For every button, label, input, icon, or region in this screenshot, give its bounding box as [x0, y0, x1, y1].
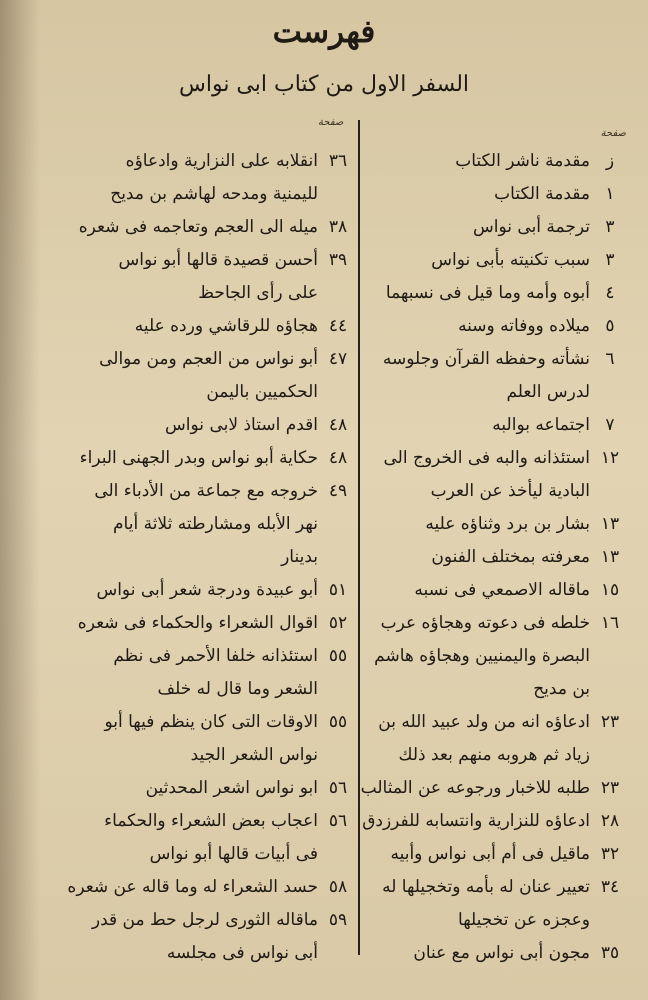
toc-entry-title: ميله الى العجم وتعاجمه فى شعره	[78, 217, 318, 237]
toc-entry	[330, 805, 630, 838]
toc-entry-title: بشار بن برد وثناؤه عليه	[425, 514, 590, 534]
toc-page-number: ١٣	[600, 547, 620, 567]
toc-page-number: ٢٣	[600, 712, 620, 732]
page-column-label-right: صفحة	[600, 128, 626, 139]
page-title: فهرست	[272, 14, 376, 50]
toc-page-number: ٤٧	[328, 349, 348, 369]
toc-entry	[58, 310, 358, 343]
toc-page-number: ٤٤	[328, 316, 348, 336]
toc-entry-title: ادعاؤه انه من ولد عبيد الله بن زياد ثم هروبه منهم بعد ذلك	[378, 712, 590, 765]
toc-entry	[58, 607, 358, 640]
toc-page-number: ٣٦	[328, 151, 348, 171]
toc-entry	[330, 607, 630, 706]
toc-entry-title: ابو نواس اشعر المحدثين	[145, 778, 318, 798]
toc-page-number: ٤٨	[328, 448, 348, 468]
toc-entry	[58, 409, 358, 442]
toc-entry	[58, 145, 358, 211]
toc-entry-title: اقوال الشعراء والحكماء فى شعره	[77, 613, 318, 633]
toc-entry	[330, 244, 630, 277]
toc-page-number: ٤٩	[328, 481, 348, 501]
toc-entry	[330, 310, 630, 343]
page-edge-shadow	[0, 0, 40, 1000]
toc-page-number: ٥٦	[328, 778, 348, 798]
toc-page-number: ١	[605, 184, 615, 204]
toc-entry	[330, 706, 630, 772]
toc-entry-title: حكاية أبو نواس وبدر الجهنى البراء	[79, 448, 318, 468]
toc-entry	[330, 541, 630, 574]
toc-page-number: ٣٤	[600, 877, 620, 897]
toc-page-number: ز	[605, 151, 615, 171]
toc-page-number: ٣٢	[600, 844, 620, 864]
toc-page-number: ٥	[605, 316, 615, 336]
toc-entry-title: الاوقات التى كان ينظم فيها أبو نواس الشعر الجيد	[104, 712, 318, 765]
toc-entry-title: تعيير عنان له بأمه وتخجيلها له وعجزه عن تخجيلها	[382, 877, 590, 930]
toc-page-number: ٥٥	[328, 712, 348, 732]
toc-page-number: ١٥	[600, 580, 620, 600]
toc-entry	[58, 772, 358, 805]
toc-entry	[58, 442, 358, 475]
toc-entry-title: أبوه وأمه وما قيل فى نسبهما	[385, 283, 590, 303]
toc-entry	[58, 475, 358, 574]
toc-entry	[330, 145, 630, 178]
toc-entry	[330, 178, 630, 211]
toc-entry-title: ماقاله الاصمعي فى نسبه	[414, 580, 590, 600]
toc-entry	[58, 871, 358, 904]
toc-entry	[330, 409, 630, 442]
toc-entry-title: اعجاب بعض الشعراء والحكماء فى أبيات قالها أبو نواس	[104, 811, 318, 864]
toc-entry-title: ميلاده ووفاته وسنه	[458, 316, 590, 336]
toc-entry	[58, 904, 358, 970]
toc-page-number: ٣	[605, 217, 615, 237]
toc-page-number: ٣٥	[600, 943, 620, 963]
toc-entry-title: ادعاؤه للنزارية وانتسابه للفرزدق	[362, 811, 590, 831]
toc-entry-title: سبب تكنيته بأبى نواس	[431, 250, 590, 270]
toc-page-number: ٥١	[328, 580, 348, 600]
toc-page-number: ٦	[605, 349, 615, 369]
toc-page-number: ٥٥	[328, 646, 348, 666]
toc-page-number: ٤٨	[328, 415, 348, 435]
toc-entry-title: اجتماعه بوالبه	[492, 415, 590, 435]
toc-entry	[58, 805, 358, 871]
toc-page-number: ٣٩	[328, 250, 348, 270]
toc-page-number: ١٣	[600, 514, 620, 534]
toc-entry-title: استئذانه والبه فى الخروج الى البادية ليأخذ عن العرب	[383, 448, 590, 501]
toc-entry-title: ترجمة أبى نواس	[473, 217, 590, 237]
toc-entry-title: خلطه فى دعوته وهجاؤه عرب البصرة واليمنيين وهجاؤه هاشم بن مديح	[374, 613, 590, 699]
toc-entry-title: طلبه للاخبار ورجوعه عن المثالب	[360, 778, 590, 798]
toc-entry	[58, 343, 358, 409]
toc-entry	[330, 211, 630, 244]
toc-page-number: ٥٩	[328, 910, 348, 930]
toc-page-number: ٣	[605, 250, 615, 270]
toc-entry-title: ماقاله الثورى لرجل حط من قدر أبى نواس فى مجلسه	[91, 910, 318, 963]
toc-page-number: ٢٣	[600, 778, 620, 798]
toc-entry-title: ماقيل فى أم أبى نواس وأبيه	[390, 844, 590, 864]
toc-entry	[330, 277, 630, 310]
toc-entry-title: مقدمة الكتاب	[494, 184, 590, 204]
toc-entry-title: استئذانه خلفا الأحمر فى نظم الشعر وما قال له خلف	[113, 646, 318, 699]
toc-entry	[330, 574, 630, 607]
toc-entry-title: هجاؤه للرقاشي ورده عليه	[134, 316, 318, 336]
toc-entry	[330, 508, 630, 541]
toc-entry	[58, 211, 358, 244]
toc-page-number: ٥٦	[328, 811, 348, 831]
toc-entry-title: أبو نواس من العجم ومن موالى الحكميين باليمن	[99, 349, 318, 402]
toc-page-number: ١٢	[600, 448, 620, 468]
toc-column-right	[330, 145, 630, 970]
toc-entry	[330, 442, 630, 508]
toc-entry-title: أحسن قصيدة قالها أبو نواس على رأى الجاحظ	[118, 250, 318, 303]
toc-page-number: ٢٨	[600, 811, 620, 831]
toc-column-left	[58, 145, 358, 970]
toc-page-number: ٥٨	[328, 877, 348, 897]
toc-entry	[58, 574, 358, 607]
page-column-label-left: صفحة	[318, 117, 344, 128]
toc-entry-title: حسد الشعراء له وما قاله عن شعره	[67, 877, 318, 897]
toc-page-number: ٥٢	[328, 613, 348, 633]
toc-entry-title: نشأته وحفظه القرآن وجلوسه لدرس العلم	[382, 349, 590, 402]
toc-entry	[330, 871, 630, 937]
toc-entry-title: خروجه مع جماعة من الأدباء الى نهر الأبله ومشارطته ثلاثة أيام بدينار	[94, 481, 318, 567]
toc-entry-title: معرفته بمختلف الفنون	[431, 547, 590, 567]
toc-page-number: ٣٨	[328, 217, 348, 237]
toc-entry	[330, 772, 630, 805]
toc-entry	[330, 937, 630, 970]
page-subtitle: السفر الاول من كتاب ابى نواس	[178, 72, 470, 97]
toc-entry	[330, 343, 630, 409]
toc-entry	[58, 706, 358, 772]
toc-page-number: ١٦	[600, 613, 620, 633]
toc-entry	[58, 244, 358, 310]
toc-page-number: ٤	[605, 283, 615, 303]
toc-entry-title: مقدمة ناشر الكتاب	[455, 151, 590, 171]
toc-entry	[330, 838, 630, 871]
toc-entry-title: انقلابه على النزارية وادعاؤه لليمنية ومدحه لهاشم بن مديح	[110, 151, 318, 204]
toc-entry-title: اقدم استاذ لابى نواس	[165, 415, 318, 435]
toc-entry-title: مجون أبى نواس مع عنان	[413, 943, 590, 963]
toc-entry-title: أبو عبيدة ودرجة شعر أبى نواس	[96, 580, 318, 600]
toc-page-number: ٧	[605, 415, 615, 435]
toc-entry	[58, 640, 358, 706]
